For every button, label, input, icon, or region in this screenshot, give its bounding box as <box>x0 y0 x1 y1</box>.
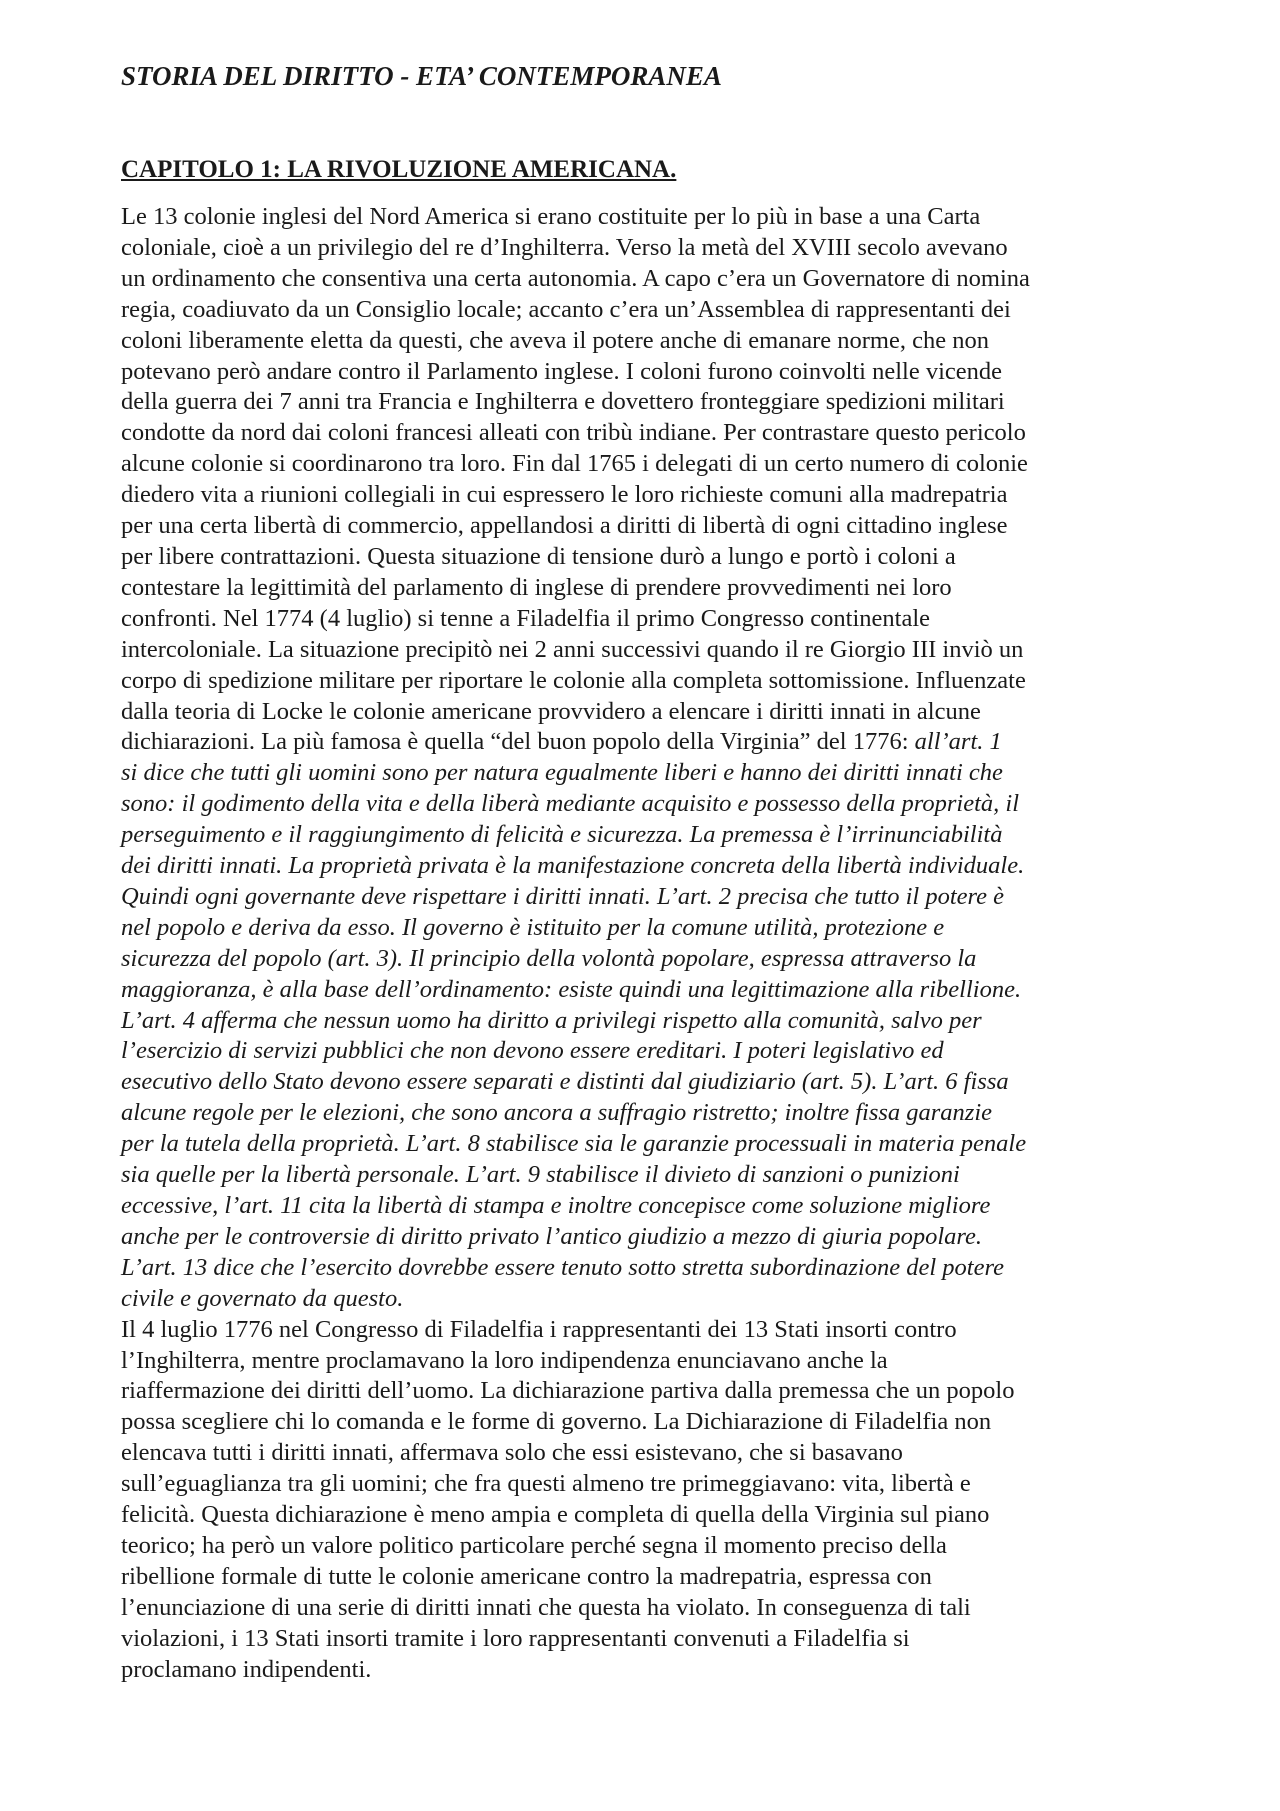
chapter-title: CAPITOLO 1: LA RIVOLUZIONE AMERICANA. <box>121 156 677 183</box>
body-paragraph-1 <box>121 202 1171 1315</box>
document-title: STORIA DEL DIRITTO - ETA’ CONTEMPORANEA <box>121 61 722 91</box>
paragraph-1-text: Le 13 colonie inglesi del Nord America si erano costituite per lo più in base a una Carta coloniale, cioè a un privilegio del re d’Inghilterra. Verso la metà del XVIII secolo avevano un ordinamento che consentiva una certa autonomia. A capo c’era un Governatore di nomina regia, coadiuvato da un Consiglio locale; accanto c’era un’Assemblea di rappresentanti dei coloni liberamente eletta da questi, che aveva il potere anche di emanare norme, che non potevano però andare contro il Parlamento inglese. I coloni furono coinvolti nelle vicende della guerra dei 7 anni tra Francia e Inghilterra e dovettero fronteggiare spedizioni militari condotte da nord dai coloni francesi alleati con tribù indiane. Per contrastare questo pericolo alcune colonie si coordinarono tra loro. Fin dal 1765 i delegati di un certo numero di colonie diedero vita a riunioni collegiali in cui espressero le loro richieste comuni alla madrepatria per una certa libertà di commercio, appellandosi a diritti di libertà di ogni cittadino inglese per libere contrattazioni. Questa situazione di tensione durò a lungo e portò i coloni a contestare la legittimità del parlamento di inglese di prendere provvedimenti nei loro confronti. Nel 1774 (4 luglio) si tenne a Filadelfia il primo Congresso continentale intercoloniale. La situazione precipitò nei 2 anni successivi quando il re Giorgio III inviò un corpo di spedizione militare per riportare le colonie alla completa sottomissione. Influenzate dalla teoria di Locke le colonie americane provvidero a elencare i diritti innati in alcune dichiarazioni. La più famosa è quella “del buon popolo della Virginia” del 1776: <box>121 203 1030 756</box>
body-paragraph-2: Il 4 luglio 1776 nel Congresso di Filadelfia i rappresentanti dei 13 Stati insorti contro l’Inghilterra, mentre proclamavano la loro indipendenza enunciavano anche la riaffermazione dei diritti dell’uomo. La dichiarazione partiva dalla premessa che un popolo possa scegliere chi lo comanda e le forme di governo. La Dichiarazione di Filadelfia non elencava tutti i diritti innati, affermava solo che essi esistevano, che si basavano sull’eguaglianza tra gli uomini; che fra questi almeno tre primeggiavano: vita, libertà e felicità. Questa dichiarazione è meno ampia e completa di quella della Virginia sul piano teorico; ha però un valore politico particolare perché segna il momento preciso della ribellione formale di tutte le colonie americane contro la madrepatria, espressa con l’enunciazione di una serie di diritti innati che questa ha violato. In conseguenza di tali violazioni, i 13 Stati insorti tramite i loro rappresentanti convenuti a Filadelfia si proclamano indipendenti. <box>121 1315 1015 1683</box>
paragraph-1-italic-text: all’art. 1 si dice che tutti gli uomini sono per natura egualmente liberi e hanno dei diritti innati che sono: il godimento della vita e della liberà mediante acquisito e possesso della proprietà, il perseguimento e il raggiungimento di felicità e sicurezza. La premessa è l’irrinunciabilità dei diritti innati. La proprietà privata è la manifestazione concreta della libertà individuale. Quindi ogni governante deve rispettare i diritti innati. L’art. 2 precisa che tutto il potere è nel popolo e deriva da esso. Il governo è istituito per la comune utilità, protezione e sicurezza del popolo (art. 3). Il principio della volontà popolare, espressa attraverso la maggioranza, è alla base dell’ordinamento: esiste quindi una legittimazione alla ribellione. L’art. 4 afferma che nessun uomo ha diritto a privilegi rispetto alla comunità, salvo per l’esercizio di servizi pubblici che non devono essere ereditari. I poteri legislativo ed esecutivo dello Stato devono essere separati e distinti dal giudiziario (art. 5). L’art. 6 fissa alcune regole per le elezioni, che sono ancora a suffragio ristretto; inoltre fissa garanzie per la tutela della proprietà. L’art. 8 stabilisce sia le garanzie processuali in materia penale sia quelle per la libertà personale. L’art. 9 stabilisce il divieto di sanzioni o punizioni eccessive, l’art. 11 cita la libertà di stampa e inoltre concepisce come soluzione migliore anche per le controversie di diritto privato l’antico giudizio a mezzo di giuria popolare. L’art. 13 dice che l’esercito dovrebbe essere tenuto sotto stretta subordinazione del potere civile e governato da questo. <box>121 728 1027 1312</box>
document-page <box>121 58 1171 1686</box>
